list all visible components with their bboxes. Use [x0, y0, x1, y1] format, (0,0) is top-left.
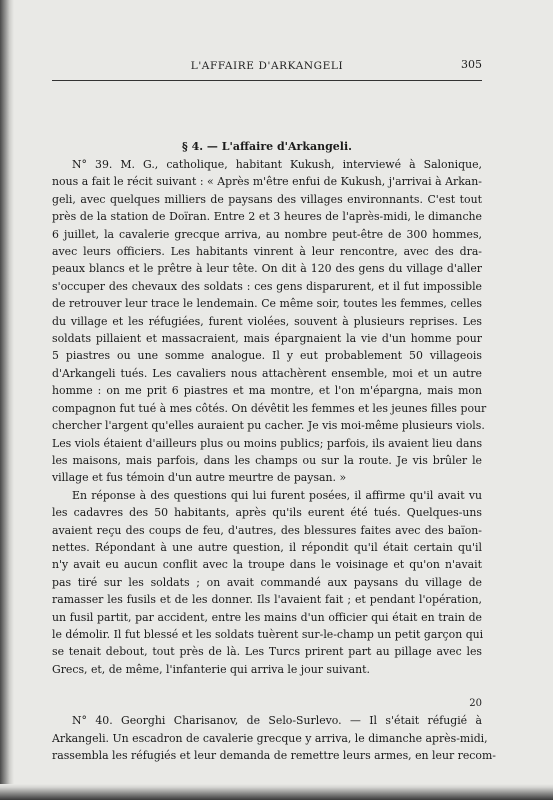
text-line: village et fus témoin d'un autre meurtre de paysan. » [52, 471, 347, 485]
text-line: homme : on me prit 6 piastres et ma montre, et l'on m'épargna, mais mon [52, 384, 482, 398]
text-line: chercher l'argent qu'elles auraient pu cacher. Je vis moi-même plusieurs viols. [52, 419, 485, 433]
paragraph-40 [52, 712, 496, 764]
signature-mark: 20 [469, 698, 482, 709]
text-line: nous a fait le récit suivant : « Après m'être enfui de Kukush, j'arrivai à Arkan- [52, 175, 482, 189]
text-line: soldats pillaient et massacraient, mais épargnaient la vie d'un homme pour [52, 332, 482, 346]
body-text [52, 156, 496, 764]
text-line: compagnon fut tué à mes côtés. On dévêtit les femmes et les jeunes filles pour [52, 401, 487, 415]
text-line: de retrouver leur trace le lendemain. Ce même soir, toutes les femmes, celles [52, 297, 482, 311]
text-line: ramasser les fusils et de les donner. Ils l'avaient fait ; et pendant l'opération, [52, 593, 482, 607]
text-line: le démolir. Il fut blessé et les soldats tuèrent sur-le-champ un petit garçon qui [52, 627, 484, 641]
running-head: L'AFFAIRE D'ARKANGELI [190, 60, 344, 72]
text-line: près de la station de Doïran. Entre 2 et 3 heures de l'après-midi, le dimanche [52, 210, 482, 224]
paragraph-gap [52, 678, 482, 712]
text-line: peaux blancs et le prêtre à leur tête. On dit à 120 des gens du village d'aller [52, 262, 482, 276]
text-line: Arkangeli. Un escadron de cavalerie grecque y arriva, le dimanche après-midi, [52, 731, 488, 745]
page-shadow-left [0, 0, 14, 800]
text-line: s'occuper des chevaux des soldats : ces gens disparurent, et il fut impossible [52, 279, 482, 293]
page-shadow-bottom [0, 784, 553, 800]
text-line: 5 piastres ou une somme analogue. Il y eut probablement 50 villageois [52, 349, 482, 363]
paragraph-39 [52, 156, 487, 487]
text-line: rassembla les réfugiés et leur demanda de remettre leurs armes, en leur recom- [52, 749, 496, 762]
text-line: du village et les réfugiées, furent violées, souvent à plusieurs reprises. Les [52, 314, 482, 328]
text-line: les cadavres des 50 habitants, après qu'ils eurent été tués. Quelques-uns [52, 506, 482, 520]
section-title: § 4. — L'affaire d'Arkangeli. [182, 140, 352, 153]
text-line: les maisons, mais parfois, dans les champs ou sur la route. Je vis brûler le [52, 453, 482, 467]
header-rule [52, 80, 482, 81]
text-line: un fusil partit, par accident, entre les mains d'un officier qui était en train de [52, 610, 482, 624]
text-line: n'y avait eu aucun conflit avec la troupe dans le voisinage et qu'on n'avait [52, 558, 482, 572]
text-line: geli, avec quelques milliers de paysans des villages environnants. C'est tout [52, 192, 482, 206]
text-line: Les viols étaient d'ailleurs plus ou moins publics; parfois, ils avaient lieu dans [52, 436, 483, 450]
text-line: avec leurs officiers. Les habitants vinrent à leur rencontre, avec des dra- [52, 245, 482, 259]
text-line: Grecs, et, de même, l'infanterie qui arriva le jour suivant. [52, 662, 370, 676]
text-line: En réponse à des questions qui lui furent posées, il affirme qu'il avait vu [72, 488, 482, 502]
paragraph-reply [52, 487, 482, 678]
text-line: N° 40. Georghi Charisanov, de Selo-Surlevo. — Il s'était réfugié à [72, 714, 482, 728]
text-line: nettes. Répondant à une autre question, il répondit qu'il était certain qu'il [52, 540, 482, 554]
text-line: se tenait debout, tout près de là. Les Turcs prirent part au pillage avec les [52, 645, 482, 659]
text-line: d'Arkangeli tués. Les cavaliers nous attachèrent ensemble, moi et un autre [52, 366, 482, 380]
page-header [52, 58, 482, 78]
text-line: N° 39. M. G., catholique, habitant Kukush, interviewé à Salonique, [72, 158, 482, 171]
text-line: 6 juillet, la cavalerie grecque arriva, au nombre peut-être de 300 hommes, [52, 227, 482, 241]
page-number: 305 [461, 58, 482, 71]
text-line: pas tiré sur les soldats ; on avait commandé aux paysans du village de [52, 575, 482, 589]
text-line: avaient reçu des coups de feu, d'autres, des blessures faites avec des baïon- [52, 523, 482, 537]
